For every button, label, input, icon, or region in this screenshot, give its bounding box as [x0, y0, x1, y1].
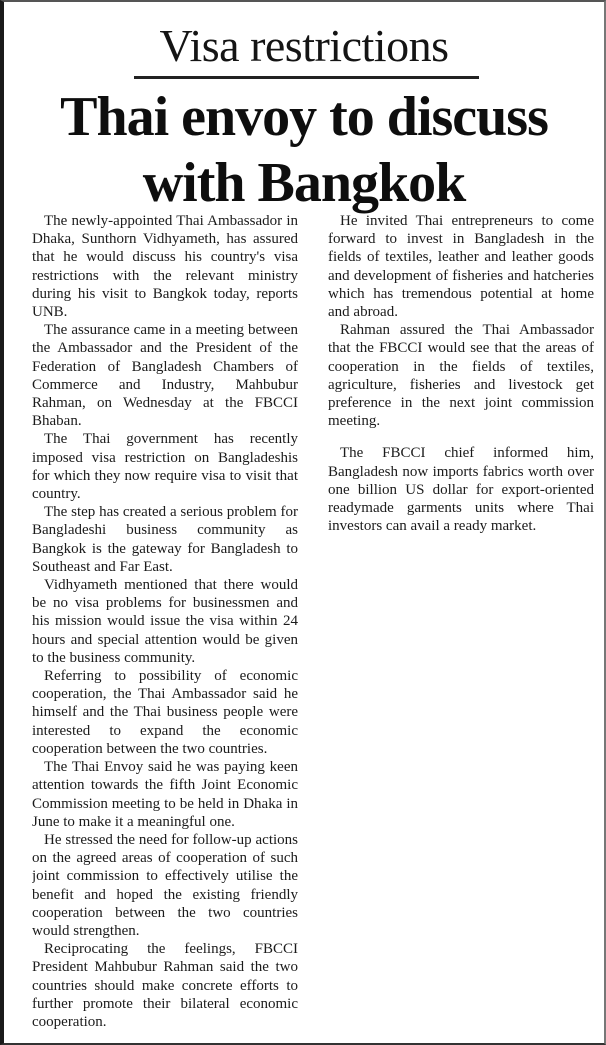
paragraph: He invited Thai entrepreneurs to come forward to invest in Bangladesh in the fields of textiles, leather and leather goods and development of fisheries and hatcheries which has tremendous potential at home and abroad. — [328, 213, 594, 321]
paragraph: The newly-appointed Thai Ambassador in Dhaka, Sunthorn Vidhyameth, has assured that he would discuss his country's visa restrictions with the relevant ministry during his visit to Bangkok today, reports UNB. — [32, 213, 298, 321]
kicker-heading: Visa restrictions — [159, 20, 449, 71]
paragraph: Reciprocating the feelings, FBCCI President Mahbubur Rahman said the two countries should make concrete efforts to further promote their bilateral economic cooperation. — [32, 941, 298, 1030]
kicker-rule — [134, 76, 479, 79]
paragraph: Vidhyameth mentioned that there would be no visa problems for businessmen and his mission would issue the visa within 24 hours and special attention would be given to the business community. — [32, 577, 298, 666]
paragraph: Referring to possibility of economic cooperation, the Thai Ambassador said he himself and the Thai business people were interested to expand the economic cooperation between the two countries. — [32, 668, 298, 757]
paragraph: The Thai government has recently imposed visa restriction on Bangladeshis for which they now require visa to visit that country. — [32, 431, 298, 503]
paragraph: The FBCCI chief informed him, Bangladesh now imports fabrics worth over one billion US dollar for export-oriented readymade garments units where Thai investors can avail a ready market. — [328, 445, 594, 535]
headline: Thai envoy to discuss with Bangkok — [60, 86, 548, 214]
paragraph: The assurance came in a meeting between the Ambassador and the President of the Federation of Bangladesh Chambers of Commerce and Industry, Mahbubur Rahman, on Wednesday at the FBCCI Bhaban. — [32, 322, 298, 430]
paragraph: The step has created a serious problem for Bangladeshi business community as Bangkok is the gateway for Bangladesh to Southeast and Far East. — [32, 504, 298, 575]
paragraph: The Thai Envoy said he was paying keen attention towards the fifth Joint Economic Commission meeting to be held in Dhaka in June to make it a meaningful one. — [32, 759, 298, 830]
article-body — [32, 212, 594, 1038]
paragraph: He stressed the need for follow-up actions on the agreed areas of cooperation of such joint commission to effectively utilise the benefit and hoped the existing friendly cooperation between the two countries would strengthen. — [32, 831, 298, 939]
paragraph: Rahman assured the Thai Ambassador that the FBCCI would see that the areas of cooperation in the fields of textiles, agriculture, fisheries and livestock get preference in the next joint commission meeting. — [328, 322, 594, 430]
